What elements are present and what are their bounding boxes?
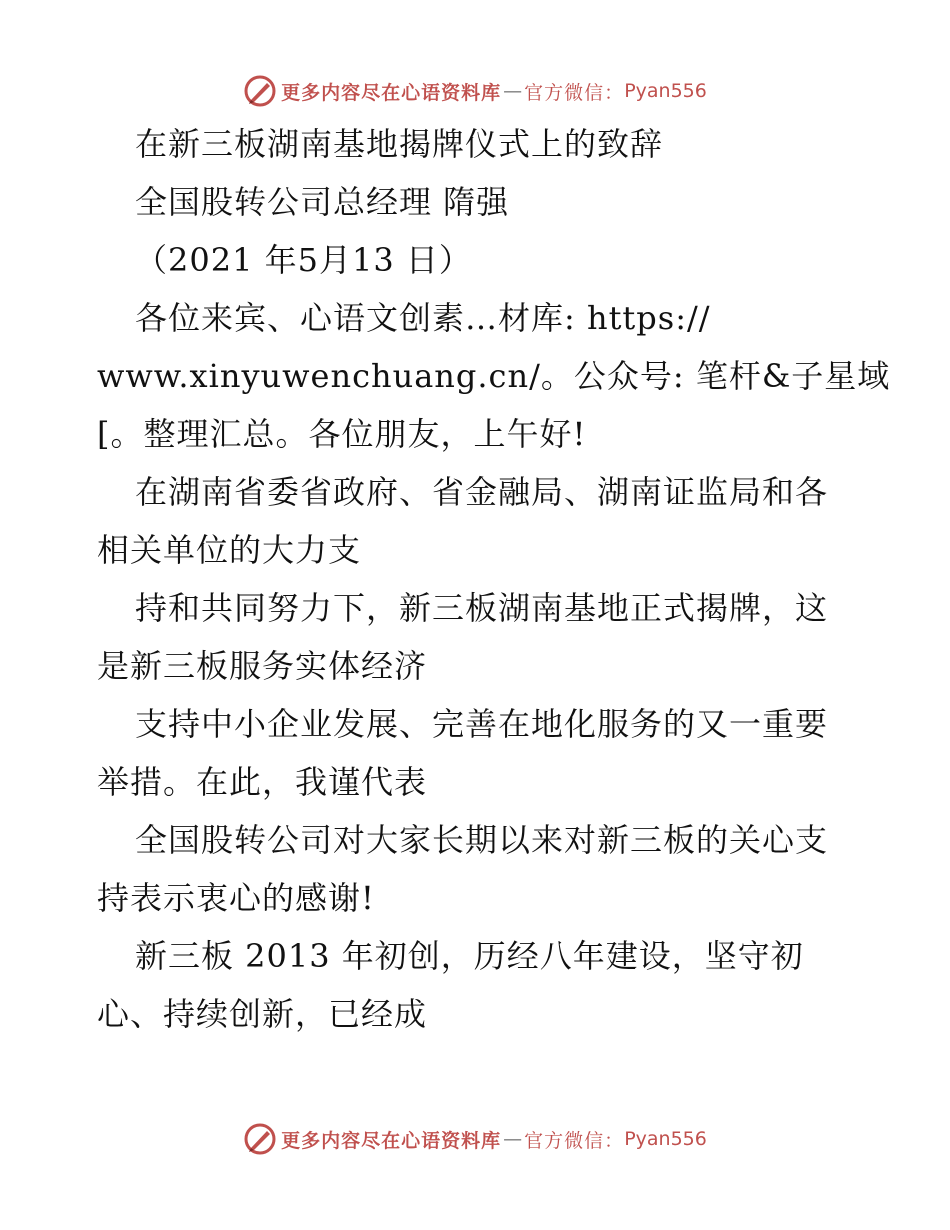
paragraph-line: 持和共同努力下，新三板湖南基地正式揭牌，这 (135, 589, 829, 627)
logo-icon (243, 74, 277, 108)
document-title: 在新三板湖南基地揭牌仪式上的致辞 (135, 125, 664, 163)
banner-wechat-id: Pyan556 (624, 80, 707, 102)
paragraph-line: [。整理汇总。各位朋友，上午好! (97, 415, 587, 453)
banner-title: 更多内容尽在心语资料库 (281, 1129, 502, 1152)
logo-icon (243, 1122, 277, 1156)
banner-contact-label: 官方微信： (524, 1129, 625, 1152)
paragraph-line: 心、持续创新，已经成 (97, 995, 428, 1033)
footer-banner (0, 1119, 950, 1159)
paragraph-line: 在湖南省委省政府、省金融局、湖南证监局和各 (135, 473, 829, 511)
paragraph-line: 是新三板服务实体经济 (97, 647, 428, 685)
banner-dash: — (503, 1128, 523, 1150)
paragraph-line: 新三板 2013 年初创，历经八年建设，坚守初 (135, 937, 804, 975)
document-body (97, 115, 891, 1043)
banner-wechat-id: Pyan556 (624, 1128, 707, 1150)
paragraph-line: 各位来宾、心语文创素…材库: https:// (135, 299, 711, 337)
banner-contact-label: 官方微信： (524, 81, 625, 104)
paragraph-line: 支持中小企业发展、完善在地化服务的又一重要 (135, 705, 829, 743)
paragraph-line: 举措。在此，我谨代表 (97, 763, 428, 801)
paragraph-line: 相关单位的大力支 (97, 531, 362, 569)
paragraph-line: www.xinyuwenchuang.cn/。公众号: 笔杆&子星域 (97, 357, 891, 395)
document-author: 全国股转公司总经理 隋强 (135, 183, 510, 221)
header-banner (0, 71, 950, 111)
banner-dash: — (503, 80, 523, 102)
paragraph-line: 持表示衷心的感谢! (97, 879, 375, 917)
paragraph-line: 全国股转公司对大家长期以来对新三板的关心支 (135, 821, 829, 859)
banner-title: 更多内容尽在心语资料库 (281, 81, 502, 104)
document-date: （2021 年5月13 日） (135, 241, 472, 279)
